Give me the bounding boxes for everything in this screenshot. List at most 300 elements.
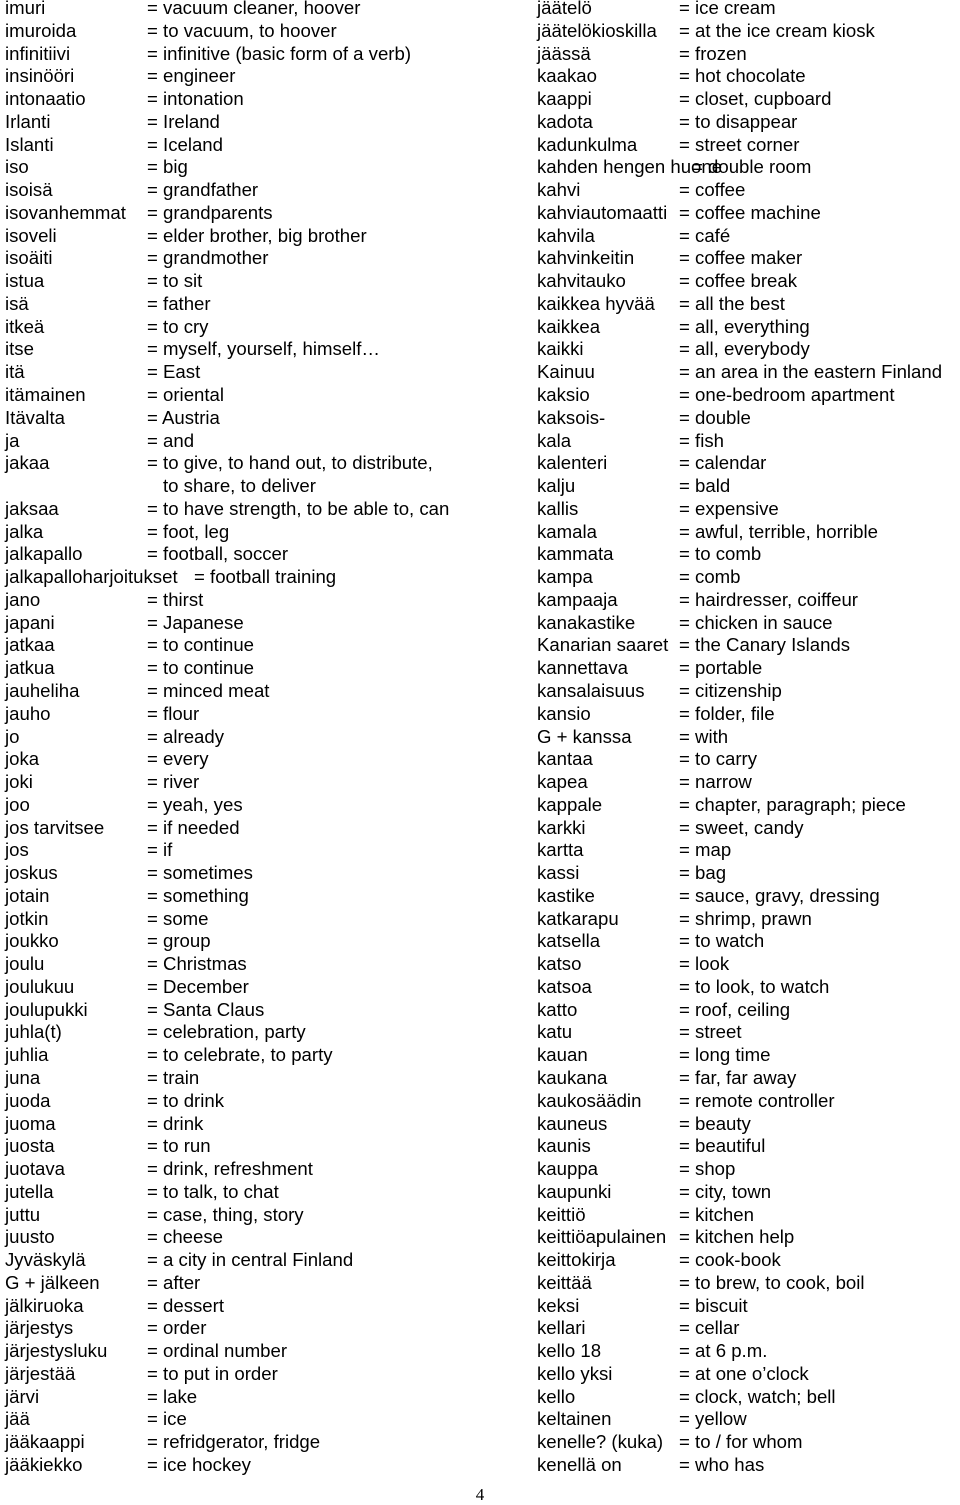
vocabulary-entry <box>537 908 960 931</box>
finnish-term: jauheliha <box>5 679 80 701</box>
english-translation: = yellow <box>679 1408 747 1430</box>
english-translation: = engineer <box>147 65 236 87</box>
finnish-term: jatkaa <box>5 634 55 656</box>
finnish-term: kaukana <box>537 1066 608 1088</box>
finnish-term: kadota <box>537 110 593 132</box>
finnish-term: Itävalta <box>5 406 65 428</box>
finnish-term: joulupukki <box>5 998 88 1020</box>
english-translation: = to put in order <box>147 1362 278 1384</box>
english-translation: = to sit <box>147 270 203 292</box>
english-translation: = oriental <box>147 384 225 406</box>
english-translation: = kitchen <box>679 1203 754 1225</box>
vocabulary-entry <box>5 1454 525 1477</box>
english-translation: = Christmas <box>147 953 247 975</box>
english-translation: = narrow <box>679 771 752 793</box>
finnish-term: jäätelö <box>537 0 592 18</box>
vocabulary-entry <box>537 634 960 657</box>
finnish-term: G + kanssa <box>537 725 632 747</box>
vocabulary-entry <box>5 1226 525 1249</box>
finnish-term: Kanarian saaret <box>537 634 669 656</box>
english-translation: = far, far away <box>679 1066 797 1088</box>
english-translation: = ice <box>147 1408 187 1430</box>
vocabulary-entry <box>537 1021 960 1044</box>
english-translation: = to vacuum, to hoover <box>147 19 337 41</box>
finnish-term: kaakao <box>537 65 597 87</box>
english-translation: = ice hockey <box>147 1454 251 1476</box>
finnish-term: kaunis <box>537 1135 591 1157</box>
english-translation: = bag <box>679 862 727 884</box>
english-translation: = city, town <box>679 1180 772 1202</box>
vocabulary-entry <box>5 1386 525 1409</box>
english-translation: = street <box>679 1021 742 1043</box>
finnish-term: kansio <box>537 702 591 724</box>
finnish-term: kahviautomaatti <box>537 201 668 223</box>
finnish-term: joukko <box>5 930 59 952</box>
english-translation: = who has <box>679 1454 765 1475</box>
finnish-term: jäässä <box>537 42 591 64</box>
vocabulary-entry <box>537 1113 960 1136</box>
vocabulary-entry <box>5 726 525 749</box>
finnish-term: istua <box>5 270 45 292</box>
finnish-term: kello <box>537 1385 576 1407</box>
vocabulary-entry <box>537 156 960 179</box>
finnish-term: katsoa <box>537 975 592 997</box>
vocabulary-entry <box>537 0 960 20</box>
vocabulary-entry <box>5 1135 525 1158</box>
english-translation: = folder, file <box>679 702 775 724</box>
finnish-term: jalka <box>5 520 44 542</box>
finnish-term: kenellä on <box>537 1454 622 1475</box>
vocabulary-entry <box>5 1340 525 1363</box>
english-translation: = cellar <box>679 1317 740 1339</box>
english-translation: = chicken in sauce <box>679 611 833 633</box>
vocabulary-entry <box>537 1454 960 1477</box>
finnish-term: juotava <box>5 1158 65 1180</box>
vocabulary-entry <box>5 338 525 361</box>
english-translation: = Ireland <box>147 110 220 132</box>
english-translation: = big <box>147 156 188 178</box>
vocabulary-entry <box>5 1090 525 1113</box>
vocabulary-entry <box>537 1317 960 1340</box>
finnish-term: kaksois- <box>537 406 606 428</box>
finnish-term: kampa <box>537 566 593 588</box>
english-translation: = to drink <box>147 1089 224 1111</box>
finnish-term: isoveli <box>5 224 57 246</box>
english-translation: = to have strength, to be able to, can <box>147 497 450 519</box>
finnish-term: jalkapalloharjoitukset <box>5 566 178 588</box>
vocabulary-entry <box>5 999 525 1022</box>
vocabulary-entry <box>537 862 960 885</box>
finnish-term: kartta <box>537 839 584 861</box>
vocabulary-entry <box>5 1272 525 1295</box>
finnish-term: kellari <box>537 1317 586 1339</box>
vocabulary-entry <box>5 1363 525 1386</box>
finnish-term: katto <box>537 998 578 1020</box>
english-translation: = to brew, to cook, boil <box>679 1271 865 1293</box>
finnish-term: jälkiruoka <box>5 1294 84 1316</box>
finnish-term: karkki <box>537 816 586 838</box>
english-translation: = calendar <box>679 452 767 474</box>
english-translation: = some <box>147 907 209 929</box>
english-translation: = beautiful <box>679 1135 766 1157</box>
vocabulary-entry <box>537 384 960 407</box>
english-translation: = ordinal number <box>147 1340 288 1362</box>
vocabulary-column-right <box>537 0 960 1477</box>
vocabulary-entry <box>537 930 960 953</box>
finnish-term: kaikkea hyvää <box>537 292 655 314</box>
vocabulary-entry <box>5 589 525 612</box>
finnish-term: kansalaisuus <box>537 679 645 701</box>
finnish-term: isoäiti <box>5 247 53 269</box>
vocabulary-entry <box>537 726 960 749</box>
english-translation: = ice cream <box>679 0 776 18</box>
finnish-term: kamala <box>537 520 597 542</box>
vocabulary-entry <box>537 612 960 635</box>
vocabulary-entry <box>5 384 525 407</box>
english-translation: = to continue <box>147 634 254 656</box>
vocabulary-entry <box>537 1295 960 1318</box>
vocabulary-entry <box>5 156 525 179</box>
english-translation: = December <box>147 975 249 997</box>
finnish-term: järjestys <box>5 1317 74 1339</box>
english-translation: = football training <box>194 566 337 588</box>
vocabulary-entry <box>537 361 960 384</box>
finnish-term: juna <box>5 1067 41 1088</box>
vocabulary-entry <box>537 225 960 248</box>
finnish-term: Kainuu <box>537 361 595 383</box>
vocabulary-entry <box>5 885 525 908</box>
english-translation: = father <box>147 292 211 314</box>
finnish-term: joulu <box>5 953 45 975</box>
english-translation: = order <box>147 1317 207 1339</box>
vocabulary-entry <box>537 703 960 726</box>
english-translation: = lake <box>147 1385 198 1407</box>
vocabulary-entry <box>5 65 525 88</box>
finnish-term: jotain <box>5 884 50 906</box>
english-translation: = cheese <box>147 1226 223 1248</box>
vocabulary-entry <box>537 270 960 293</box>
vocabulary-entry <box>537 1249 960 1272</box>
vocabulary-entry <box>537 1090 960 1113</box>
english-translation: = to run <box>147 1135 211 1157</box>
english-translation: = train <box>147 1067 200 1088</box>
finnish-term: kahvinkeitin <box>537 247 635 269</box>
finnish-term: kappale <box>537 793 603 815</box>
vocabulary-entry <box>5 134 525 157</box>
finnish-term: kahvi <box>537 179 581 201</box>
finnish-term: kanakastike <box>537 611 636 633</box>
english-translation: = at one o’clock <box>679 1362 809 1384</box>
english-translation: = coffee machine <box>679 201 821 223</box>
english-translation: = to celebrate, to party <box>147 1044 333 1066</box>
vocabulary-entry <box>5 953 525 976</box>
vocabulary-entry <box>537 1363 960 1386</box>
finnish-term: jano <box>5 588 41 610</box>
finnish-term: joskus <box>5 862 58 884</box>
finnish-term: kaappi <box>537 88 592 110</box>
english-translation: = infinitive (basic form of a verb) <box>147 42 412 64</box>
english-translation: = cook-book <box>679 1249 781 1271</box>
finnish-term: kalenteri <box>537 452 608 474</box>
finnish-term: joka <box>5 748 40 770</box>
vocabulary-entry <box>537 1408 960 1431</box>
english-translation: = look <box>679 953 730 975</box>
vocabulary-entry <box>537 1181 960 1204</box>
page-number: 4 <box>475 1485 485 1504</box>
finnish-term: jääkaappi <box>5 1431 85 1453</box>
english-translation: = flour <box>147 702 200 724</box>
english-translation: = yeah, yes <box>147 793 243 815</box>
vocabulary-entry <box>537 179 960 202</box>
finnish-term: jatkua <box>5 657 55 679</box>
vocabulary-entry <box>537 589 960 612</box>
english-translation: = beauty <box>679 1112 751 1134</box>
english-translation: = street corner <box>679 133 800 155</box>
english-translation: = grandparents <box>147 201 273 223</box>
finnish-term: kalju <box>537 475 576 497</box>
finnish-term: kauan <box>537 1044 588 1066</box>
finnish-term: jo <box>5 725 20 747</box>
vocabulary-entry <box>5 543 525 566</box>
finnish-term: kapea <box>537 771 588 793</box>
english-translation: = coffee break <box>679 270 798 292</box>
english-translation: = double <box>679 406 751 428</box>
vocabulary-entry <box>5 88 525 111</box>
vocabulary-entry <box>5 771 525 794</box>
english-translation: = to cry <box>147 315 209 337</box>
finnish-term: intonaatio <box>5 88 86 110</box>
vocabulary-entry <box>537 202 960 225</box>
finnish-term: jalkapallo <box>5 543 83 565</box>
finnish-term: kaukosäädin <box>537 1089 642 1111</box>
finnish-term: keittää <box>537 1271 592 1293</box>
vocabulary-entry <box>537 430 960 453</box>
finnish-term: kauneus <box>537 1112 608 1134</box>
english-translation: = at the ice cream kiosk <box>679 19 875 41</box>
vocabulary-entry <box>5 430 525 453</box>
vocabulary-entry <box>5 634 525 657</box>
english-translation: = sauce, gravy, dressing <box>679 884 880 906</box>
finnish-term: kaikkea <box>537 315 601 337</box>
finnish-term: jutella <box>5 1180 54 1202</box>
english-translation: = long time <box>679 1044 771 1066</box>
english-translation: = river <box>147 771 200 793</box>
finnish-term: keltainen <box>537 1408 612 1430</box>
vocabulary-entry <box>537 498 960 521</box>
finnish-term: kello yksi <box>537 1362 613 1384</box>
english-translation: = to watch <box>679 930 765 952</box>
vocabulary-entry <box>5 703 525 726</box>
english-translation: = if <box>147 839 173 861</box>
finnish-term: jos tarvitsee <box>5 816 105 838</box>
finnish-term: kala <box>537 429 572 451</box>
vocabulary-entry <box>5 839 525 862</box>
vocabulary-entry <box>537 1044 960 1067</box>
finnish-term: itä <box>5 361 25 383</box>
finnish-term: iso <box>5 156 29 178</box>
vocabulary-entry <box>537 1340 960 1363</box>
english-translation: = grandmother <box>147 247 269 269</box>
finnish-term: järjestää <box>5 1362 76 1384</box>
english-translation: = one-bedroom apartment <box>679 384 895 406</box>
finnish-term: juoma <box>5 1112 56 1134</box>
english-translation: = café <box>679 224 731 246</box>
finnish-term: itkeä <box>5 315 45 337</box>
finnish-term: kauppa <box>537 1158 599 1180</box>
vocabulary-entry <box>5 908 525 931</box>
english-translation: = to continue <box>147 657 254 679</box>
vocabulary-entry <box>537 680 960 703</box>
finnish-term: imuroida <box>5 19 77 41</box>
english-translation: = foot, leg <box>147 520 230 542</box>
english-translation: = Santa Claus <box>147 998 265 1020</box>
finnish-term: kaksio <box>537 384 590 406</box>
english-translation: = hairdresser, coiffeur <box>679 588 858 610</box>
vocabulary-entry <box>537 657 960 680</box>
english-translation: = at 6 p.m. <box>679 1340 768 1362</box>
finnish-term: kallis <box>537 497 579 519</box>
vocabulary-entry <box>537 771 960 794</box>
vocabulary-entry <box>5 452 525 498</box>
vocabulary-entry <box>537 338 960 361</box>
english-translation: = football, soccer <box>147 543 289 565</box>
vocabulary-entry <box>537 1386 960 1409</box>
finnish-term: kahden hengen huone <box>537 156 723 178</box>
vocabulary-entry <box>537 885 960 908</box>
finnish-term: G + jälkeen <box>5 1271 100 1293</box>
vocabulary-entry <box>537 88 960 111</box>
finnish-term: jotkin <box>5 907 49 929</box>
finnish-term: katsella <box>537 930 601 952</box>
finnish-term: kenelle? (kuka) <box>537 1431 664 1453</box>
finnish-term: juttu <box>5 1203 41 1225</box>
vocabulary-entry <box>5 202 525 225</box>
english-translation: = drink <box>147 1112 204 1134</box>
finnish-term: jos <box>5 839 29 861</box>
english-translation: = a city in central Finland <box>147 1249 354 1271</box>
english-translation: = hot chocolate <box>679 65 806 87</box>
english-translation: = an area in the eastern Finland <box>679 361 943 383</box>
finnish-term: kampaaja <box>537 588 618 610</box>
finnish-term: keittiö <box>537 1203 586 1225</box>
english-translation: = clock, watch; bell <box>679 1385 836 1407</box>
vocabulary-entry <box>5 521 525 544</box>
english-translation: = Austria <box>147 406 220 428</box>
english-translation: = all, everybody <box>679 338 810 360</box>
english-translation: = fish <box>679 429 724 451</box>
finnish-term: katu <box>537 1021 573 1043</box>
vocabulary-entry <box>5 794 525 817</box>
vocabulary-entry <box>5 179 525 202</box>
english-translation: = vacuum cleaner, hoover <box>147 0 361 18</box>
finnish-term: Islanti <box>5 133 54 155</box>
english-translation: = celebration, party <box>147 1021 306 1043</box>
vocabulary-entry <box>537 293 960 316</box>
english-translation: = citizenship <box>679 679 782 701</box>
english-translation: = biscuit <box>679 1294 748 1316</box>
english-translation: = after <box>147 1271 201 1293</box>
english-translation: = shrimp, prawn <box>679 907 812 929</box>
finnish-term: jauho <box>5 702 51 724</box>
finnish-term: joo <box>5 793 30 815</box>
english-translation: = remote controller <box>679 1089 835 1111</box>
finnish-term: kahvitauko <box>537 270 626 292</box>
vocabulary-entry <box>5 0 525 20</box>
english-translation: = portable <box>679 657 763 679</box>
finnish-term: japani <box>5 611 55 633</box>
finnish-term: jääkiekko <box>5 1454 83 1476</box>
finnish-term: keittiöapulainen <box>537 1226 667 1248</box>
vocabulary-entry <box>5 862 525 885</box>
vocabulary-entry <box>5 20 525 43</box>
vocabulary-entry <box>537 1067 960 1090</box>
english-translation: = drink, refreshment <box>147 1158 313 1180</box>
vocabulary-entry <box>5 1044 525 1067</box>
vocabulary-entry <box>537 407 960 430</box>
english-translation: = Japanese <box>147 611 244 633</box>
english-translation: = case, thing, story <box>147 1203 304 1225</box>
english-translation: = to look, to watch <box>679 975 830 997</box>
vocabulary-entry <box>537 20 960 43</box>
english-translation: = group <box>147 930 211 952</box>
english-translation: = if needed <box>147 816 240 838</box>
vocabulary-entry <box>5 270 525 293</box>
english-translation: = Iceland <box>147 133 223 155</box>
finnish-term: katkarapu <box>537 907 619 929</box>
vocabulary-entry <box>5 1431 525 1454</box>
vocabulary-entry <box>537 999 960 1022</box>
finnish-term: insinööri <box>5 65 75 87</box>
vocabulary-entry <box>5 817 525 840</box>
vocabulary-entry <box>537 65 960 88</box>
english-translation: = comb <box>679 566 741 588</box>
finnish-term: itämainen <box>5 384 86 406</box>
vocabulary-entry <box>537 1226 960 1249</box>
english-translation: = thirst <box>147 588 204 610</box>
vocabulary-entry <box>5 680 525 703</box>
finnish-term: kassi <box>537 862 580 884</box>
vocabulary-entry <box>5 43 525 66</box>
english-translation: = kitchen help <box>679 1226 795 1248</box>
vocabulary-entry <box>537 247 960 270</box>
vocabulary-entry <box>5 612 525 635</box>
finnish-term: infinitiivi <box>5 42 71 64</box>
vocabulary-entry <box>5 1204 525 1227</box>
vocabulary-entry <box>537 817 960 840</box>
finnish-term: Irlanti <box>5 110 51 132</box>
vocabulary-entry <box>537 839 960 862</box>
vocabulary-entry <box>5 1067 525 1090</box>
finnish-term: keksi <box>537 1294 580 1316</box>
finnish-term: keittokirja <box>537 1249 616 1271</box>
finnish-term: katso <box>537 953 582 975</box>
vocabulary-entry <box>5 407 525 430</box>
vocabulary-entry <box>5 1408 525 1431</box>
vocabulary-entry <box>5 225 525 248</box>
finnish-term: kahvila <box>537 224 595 246</box>
finnish-term: joki <box>5 771 33 793</box>
english-translation: = elder brother, big brother <box>147 224 367 246</box>
vocabulary-entry <box>537 43 960 66</box>
vocabulary-entry <box>5 247 525 270</box>
vocabulary-entry <box>5 976 525 999</box>
english-translation: = minced meat <box>147 679 270 701</box>
vocabulary-entry <box>5 498 525 521</box>
english-translation: = double room <box>692 156 812 178</box>
vocabulary-entry <box>537 111 960 134</box>
finnish-term: isovanhemmat <box>5 201 126 223</box>
finnish-term: järjestysluku <box>5 1340 108 1362</box>
